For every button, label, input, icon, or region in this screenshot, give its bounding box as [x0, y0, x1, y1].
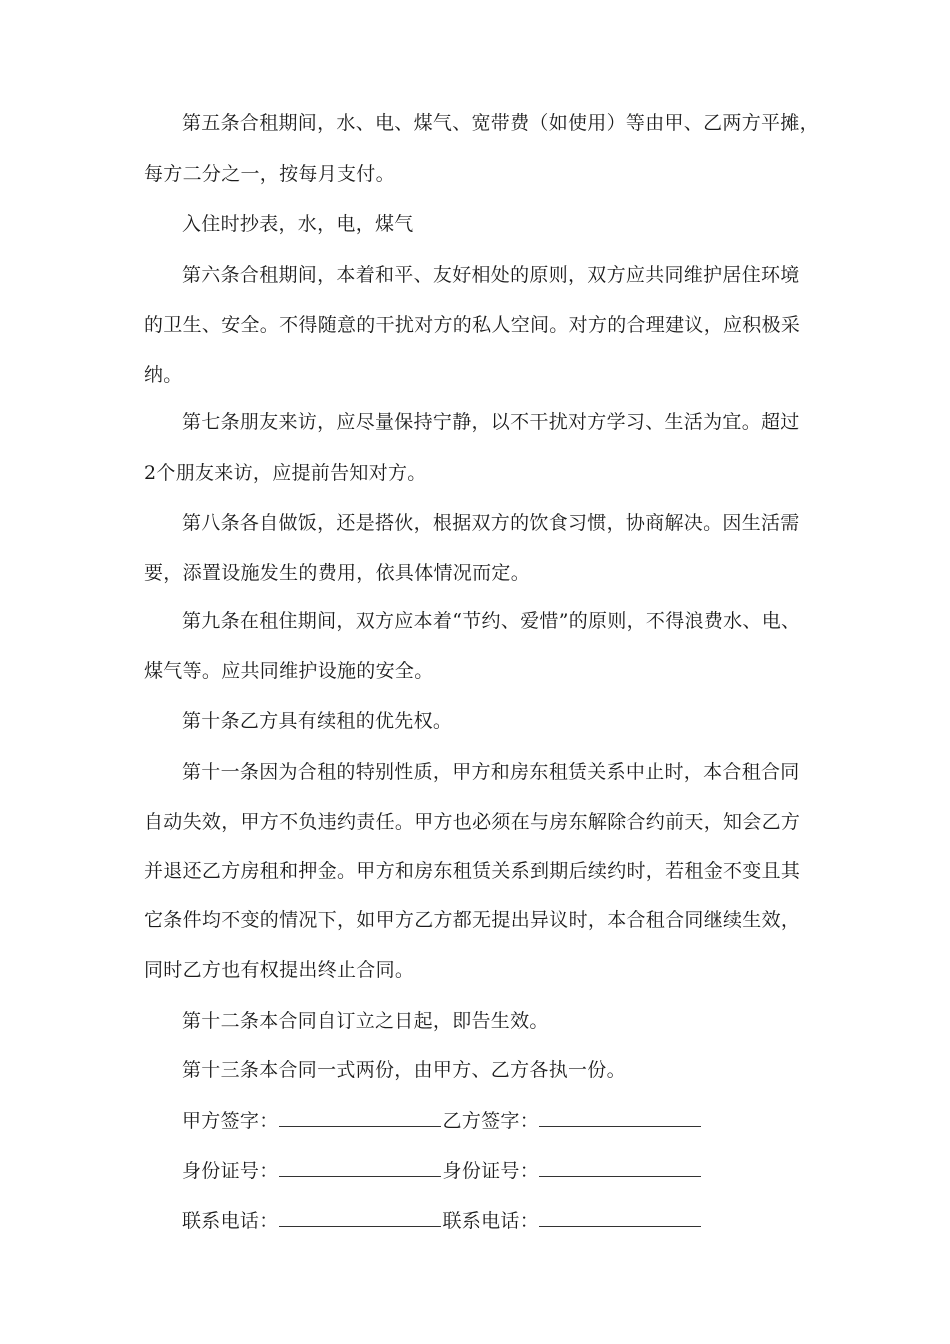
party-b-signature-label: 乙方签字：	[442, 1110, 540, 1132]
party-b-phone-label: 联系电话：	[442, 1210, 540, 1232]
party-b-phone-blank[interactable]	[539, 1208, 701, 1227]
clause-13: 第十三条本合同一式两份，由甲方、乙方各执一份。	[182, 1059, 626, 1081]
party-b-signature-blank[interactable]	[539, 1108, 701, 1127]
clause-12: 第十二条本合同自订立之日起，即告生效。	[182, 1010, 549, 1032]
clause-11-line-2: 自动失效，甲方不负违约责任。甲方也必须在与房东解除合约前天，知会乙方	[144, 811, 801, 833]
clause-5-line-2: 每方二分之一，按每月支付。	[144, 163, 395, 185]
party-a-id-label: 身份证号：	[182, 1160, 279, 1182]
party-a-signature-blank[interactable]	[279, 1108, 441, 1127]
clause-10: 第十条乙方具有续租的优先权。	[182, 710, 453, 732]
clause-6-line-2: 的卫生、安全。不得随意的干扰对方的私人空间。对方的合理建议，应积极采	[144, 314, 801, 336]
clause-11-line-5: 同时乙方也有权提出终止合同。	[144, 959, 415, 981]
phone-row	[182, 1208, 703, 1233]
meter-reading-note: 入住时抄表，水，电，煤气	[182, 213, 414, 235]
clause-7-line-1: 第七条朋友来访，应尽量保持宁静，以不干扰对方学习、生活为宜。超过	[182, 411, 800, 433]
clause-9-line-1: 第九条在租住期间，双方应本着“节约、爱惜”的原则，不得浪费水、电、	[182, 610, 801, 632]
clause-11-line-3: 并退还乙方房租和押金。甲方和房东租赁关系到期后续约时，若租金不变且其	[144, 860, 801, 882]
id-number-row	[182, 1158, 703, 1183]
signature-row	[182, 1108, 703, 1133]
party-a-phone-blank[interactable]	[279, 1208, 441, 1227]
clause-5-line-1: 第五条合租期间，水、电、煤气、宽带费（如使用）等由甲、乙两方平摊，	[182, 112, 819, 134]
party-b-id-blank[interactable]	[539, 1158, 701, 1177]
clause-8-line-2: 要，添置设施发生的费用，依具体情况而定。	[144, 562, 531, 584]
party-b-id-label: 身份证号：	[442, 1160, 540, 1182]
party-a-phone-label: 联系电话：	[182, 1210, 279, 1232]
clause-11-line-1: 第十一条因为合租的特别性质，甲方和房东租赁关系中止时，本合租合同	[182, 761, 800, 783]
clause-6-line-1: 第六条合租期间，本着和平、友好相处的原则，双方应共同维护居住环境	[182, 264, 800, 286]
clause-8-line-1: 第八条各自做饭，还是搭伙，根据双方的饮食习惯，协商解决。因生活需	[182, 512, 800, 534]
party-a-id-blank[interactable]	[279, 1158, 441, 1177]
clause-6-line-3: 纳。	[144, 364, 183, 386]
clause-11-line-4: 它条件均不变的情况下，如甲方乙方都无提出异议时，本合租合同继续生效，	[144, 909, 801, 931]
clause-9-line-2: 煤气等。应共同维护设施的安全。	[144, 660, 434, 682]
clause-7-line-2: 2个朋友来访，应提前告知对方。	[144, 462, 427, 484]
party-a-signature-label: 甲方签字：	[182, 1110, 279, 1132]
